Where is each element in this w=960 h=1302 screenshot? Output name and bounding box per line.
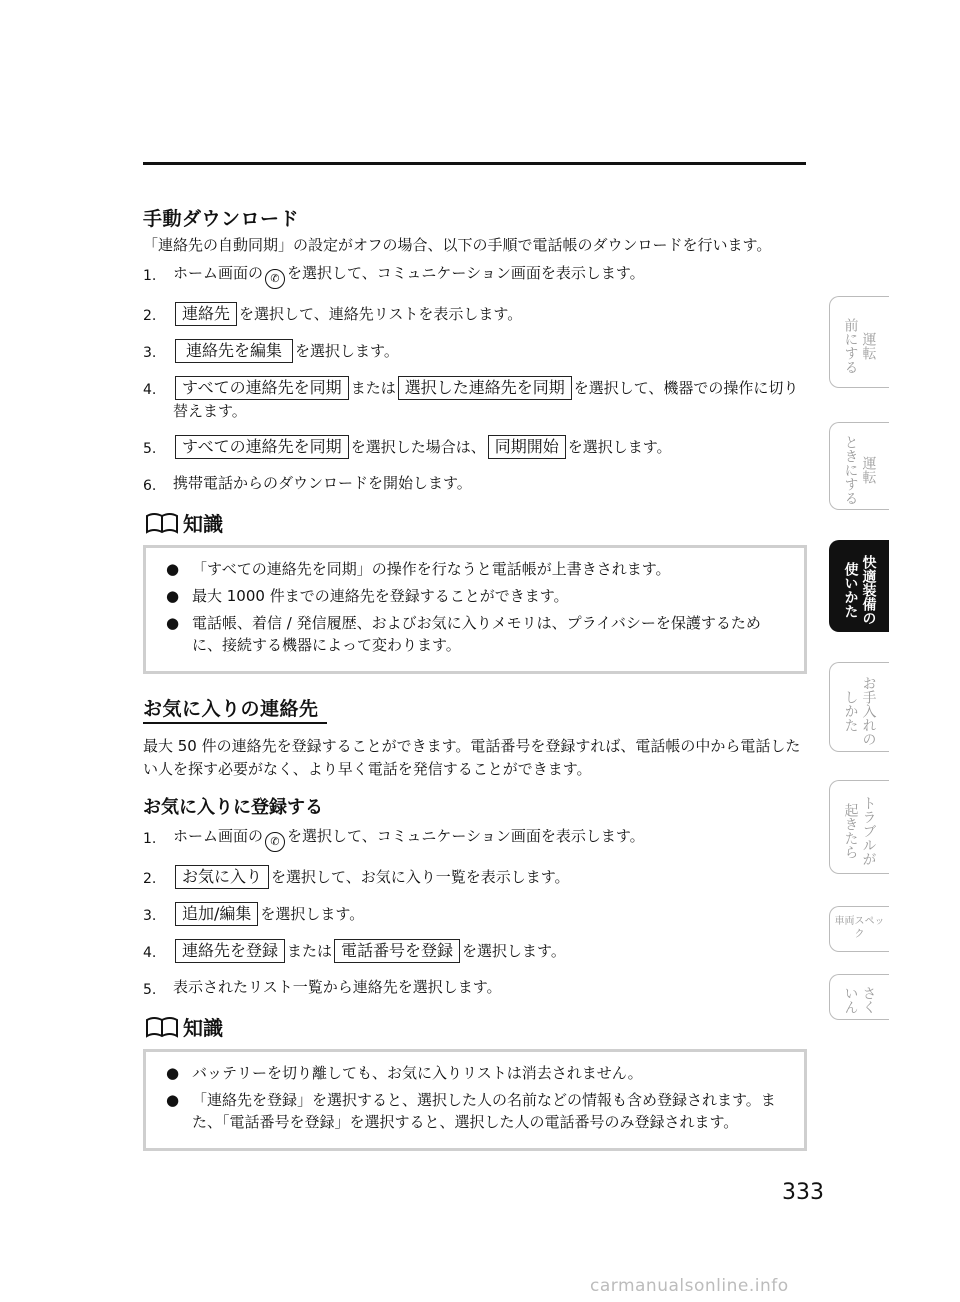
- bullet-icon: ●: [166, 1091, 180, 1109]
- bullet-icon: ●: [166, 587, 180, 605]
- step-text: 携帯電話からのダウンロードを開始します。: [173, 474, 472, 492]
- list-item: [143, 376, 807, 422]
- list-item: [160, 558, 790, 580]
- section-intro: 「連絡先の自動同期」の設定がオフの場合、以下の手順で電話帳のダウンロードを行います。: [143, 236, 772, 254]
- tab-label: さく: [860, 986, 877, 1014]
- step-number: 3.: [143, 345, 157, 361]
- step-number: 2.: [143, 871, 157, 887]
- list-item: [143, 902, 807, 926]
- tab-maintenance[interactable]: [829, 662, 889, 752]
- add-edit-key[interactable]: 追加/編集: [175, 902, 258, 926]
- page-number: 333: [782, 1180, 824, 1205]
- favorites-steps: [143, 825, 807, 998]
- list-item: [143, 435, 807, 459]
- step-text: ホーム画面の: [173, 827, 264, 845]
- book-icon: [145, 511, 179, 535]
- favorites-paragraph: 最大 50 件の連絡先を登録することができます。電話番号を登録すれば、電話帳の中から電話したい人を探す必要がなく、より早く電話を発信することができます。: [143, 737, 801, 778]
- tab-comfort-equipment[interactable]: [829, 540, 889, 632]
- step-text: を選択して、機器での操作に切り替えます。: [173, 379, 799, 420]
- knowledge-text: バッテリーを切り離しても、お気に入りリストは消去されません。: [192, 1064, 643, 1082]
- list-item: [160, 585, 790, 607]
- start-sync-key[interactable]: 同期開始: [488, 435, 566, 459]
- tab-label: ときにする: [842, 435, 859, 505]
- step-text: を選択した場合は、: [350, 438, 486, 456]
- register-phone-number-key[interactable]: 電話番号を登録: [334, 939, 460, 963]
- step-text: を選択して、コミュニケーション画面を表示します。: [287, 827, 645, 845]
- edit-contacts-key[interactable]: 連絡先を編集: [175, 339, 293, 363]
- tab-label: トラブルが: [860, 796, 877, 866]
- step-text: を選択します。: [567, 438, 672, 456]
- knowledge-header: [145, 1012, 807, 1041]
- knowledge-box: [143, 1049, 807, 1151]
- phone-icon: ✆: [265, 269, 285, 289]
- step-text: を選択します。: [260, 905, 365, 923]
- step-text: を選択して、連絡先リストを表示します。: [239, 305, 523, 323]
- step-number: 2.: [143, 308, 157, 324]
- list-item: [160, 1089, 790, 1133]
- sync-selected-contacts-key[interactable]: 選択した連絡先を同期: [398, 376, 572, 400]
- step-text: を選択します。: [462, 942, 566, 960]
- step-number: 1.: [143, 268, 157, 284]
- tab-while-driving[interactable]: [829, 422, 889, 510]
- step-text: または: [350, 379, 396, 397]
- list-item: [143, 976, 807, 998]
- list-item: [143, 302, 807, 326]
- watermark: carmanualsonline.info: [590, 1276, 789, 1296]
- contacts-key[interactable]: 連絡先: [175, 302, 237, 326]
- knowledge-text: 「連絡先を登録」を選択すると、選択した人の名前などの情報も含め登録されます。また、「電話番号を登録」を選択すると、選択した人の電話番号のみ登録されます。: [192, 1091, 776, 1131]
- tab-label: 運転: [860, 332, 877, 360]
- step-text: を選択して、コミュニケーション画面を表示します。: [287, 264, 645, 282]
- list-item: [143, 939, 807, 963]
- section-title-download: 手動ダウンロード: [143, 208, 300, 230]
- step-number: 4.: [143, 945, 157, 961]
- knowledge-title: 知識: [183, 512, 223, 536]
- download-steps: [143, 262, 807, 494]
- step-number: 5.: [143, 441, 157, 457]
- step-text: を選択します。: [295, 342, 399, 360]
- section-title-favorites: お気に入りの連絡先: [143, 694, 327, 724]
- header-rule: [143, 162, 806, 165]
- list-item: [143, 339, 807, 363]
- tab-label: 起きたら: [842, 803, 859, 859]
- step-text: 表示されたリスト一覧から連絡先を選択します。: [173, 978, 502, 996]
- list-item: [143, 472, 807, 494]
- tab-label: いん: [842, 986, 859, 1014]
- bullet-icon: ●: [166, 560, 180, 578]
- knowledge-text: 最大 1000 件までの連絡先を登録することができます。: [192, 587, 569, 605]
- step-text: ホーム画面の: [173, 264, 264, 282]
- bullet-icon: ●: [166, 614, 180, 632]
- tab-troubleshooting[interactable]: [829, 780, 889, 874]
- step-number: 3.: [143, 908, 157, 924]
- bullet-icon: ●: [166, 1064, 180, 1082]
- step-number: 1.: [143, 831, 157, 847]
- tab-before-driving[interactable]: [829, 296, 889, 388]
- tab-label: 使いかた: [842, 562, 859, 618]
- step-number: 6.: [143, 478, 157, 494]
- sync-all-contacts-key[interactable]: すべての連絡先を同期: [175, 435, 349, 459]
- tab-label: しかた: [842, 690, 859, 732]
- list-item: [143, 825, 807, 852]
- favorites-key[interactable]: お気に入り: [175, 865, 269, 889]
- knowledge-title: 知識: [183, 1016, 223, 1040]
- list-item: [160, 612, 790, 656]
- tab-label: お手入れの: [860, 676, 877, 746]
- list-item: [160, 1062, 790, 1084]
- page-content: [143, 204, 807, 1171]
- knowledge-text: 電話帳、着信 / 発信履歴、およびお気に入りメモリは、プライバシーを保護するために、接続する機器によって変わります。: [192, 614, 761, 654]
- sync-all-contacts-key[interactable]: すべての連絡先を同期: [175, 376, 349, 400]
- step-text: または: [287, 942, 333, 960]
- list-item: [143, 865, 807, 889]
- tab-index[interactable]: [829, 974, 889, 1020]
- book-icon: [145, 1015, 179, 1039]
- tab-label: 快適装備の: [860, 555, 877, 625]
- tab-vehicle-specs[interactable]: [829, 906, 889, 952]
- knowledge-header: [145, 508, 807, 537]
- knowledge-text: 「すべての連絡先を同期」の操作を行なうと電話帳が上書きされます。: [192, 560, 671, 578]
- tab-label: 前にする: [842, 318, 859, 374]
- tab-label: 運転: [860, 456, 877, 484]
- step-number: 4.: [143, 382, 157, 398]
- step-number: 5.: [143, 982, 157, 998]
- tab-label: 車両スペック: [834, 916, 885, 940]
- step-text: を選択して、お気に入り一覧を表示します。: [271, 868, 570, 886]
- phone-icon: ✆: [265, 832, 285, 852]
- subsection-title: お気に入りに登録する: [143, 797, 323, 818]
- knowledge-box: [143, 545, 807, 674]
- list-item: [143, 262, 807, 289]
- register-contact-key[interactable]: 連絡先を登録: [175, 939, 285, 963]
